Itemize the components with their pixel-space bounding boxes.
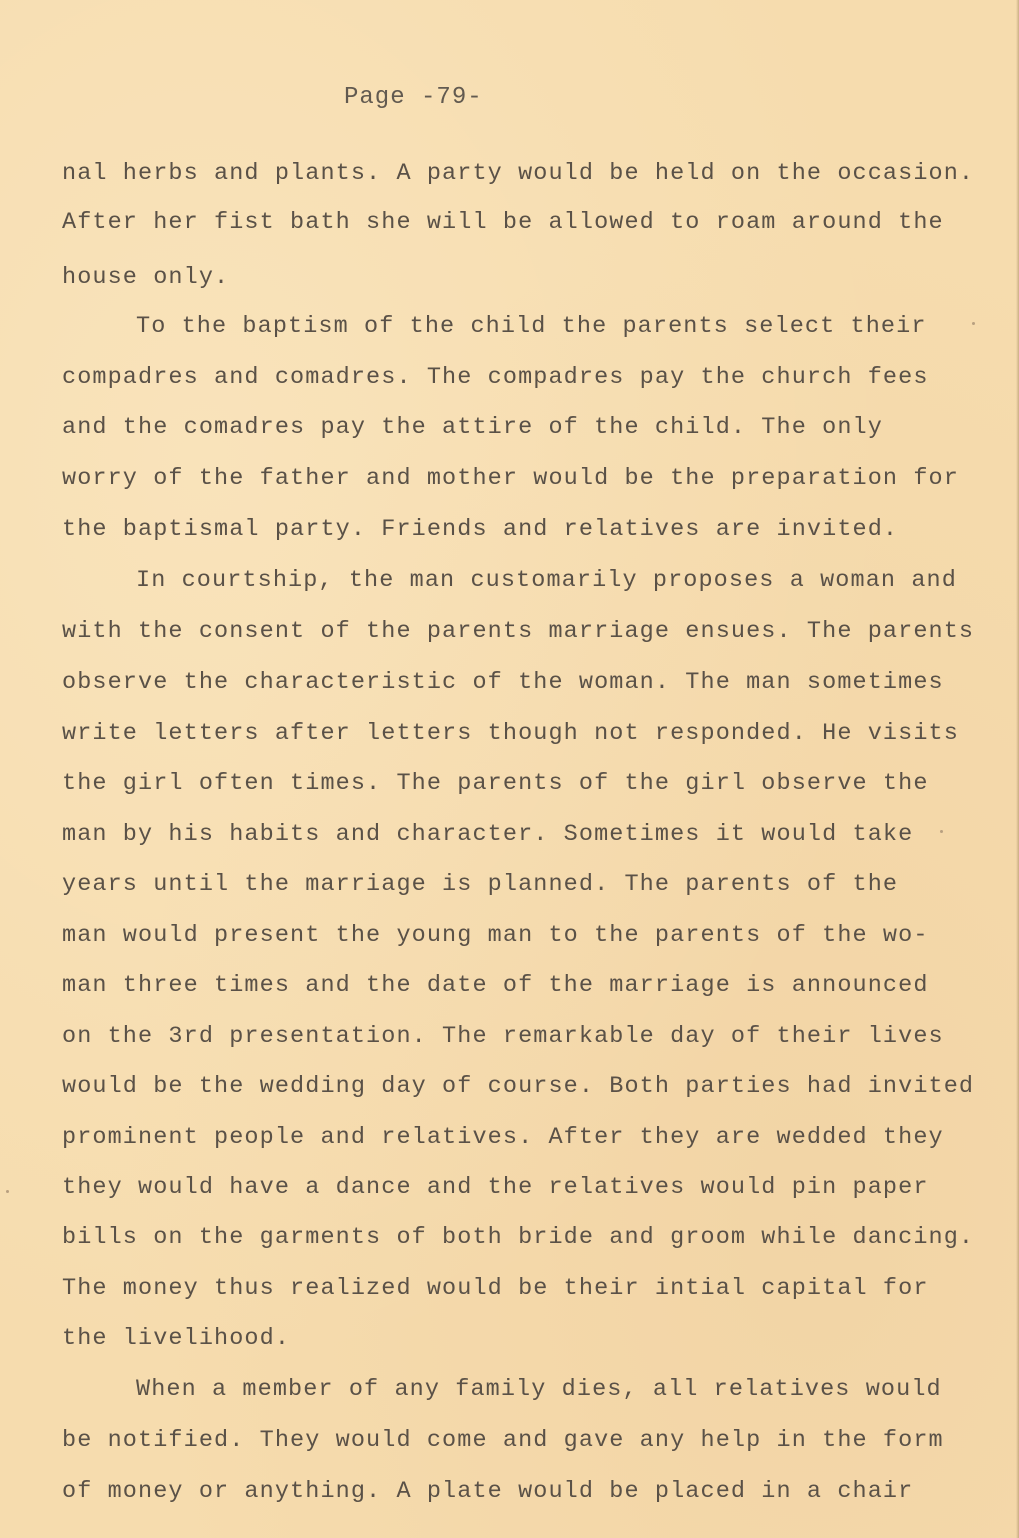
text-line-6: and the comadres pay the attire of the child. The only bbox=[62, 414, 883, 441]
margin-speck bbox=[6, 1190, 9, 1193]
text-line-24: the livelihood. bbox=[62, 1325, 291, 1352]
margin-speck bbox=[972, 322, 975, 325]
text-line-17: man three times and the date of the marriage is announced bbox=[62, 972, 929, 999]
text-line-19: would be the wedding day of course. Both parties had invited bbox=[62, 1073, 975, 1100]
text-line-8: the baptismal party. Friends and relatives are invited. bbox=[62, 516, 899, 543]
text-line-13: the girl often times. The parents of the girl observe the bbox=[62, 770, 929, 797]
text-line-3: house only. bbox=[62, 264, 230, 291]
text-line-11: observe the characteristic of the woman. The man sometimes bbox=[62, 669, 944, 696]
text-line-23: The money thus realized would be their intial capital for bbox=[62, 1275, 929, 1302]
text-line-15: years until the marriage is planned. The parents of the bbox=[62, 871, 899, 898]
margin-speck bbox=[940, 830, 943, 833]
text-line-18: on the 3rd presentation. The remarkable day of their lives bbox=[62, 1023, 944, 1050]
text-line-1: nal herbs and plants. A party would be held on the occasion. bbox=[62, 160, 975, 187]
text-line-21: they would have a dance and the relatives would pin paper bbox=[62, 1174, 929, 1201]
text-line-25: When a member of any family dies, all relatives would bbox=[136, 1376, 942, 1403]
text-line-26: be notified. They would come and gave any help in the form bbox=[62, 1427, 944, 1454]
text-line-9: In courtship, the man customarily proposes a woman and bbox=[136, 567, 957, 594]
text-line-10: with the consent of the parents marriage ensues. The parents bbox=[62, 618, 975, 645]
text-line-27: of money or anything. A plate would be placed in a chair bbox=[62, 1478, 914, 1505]
text-line-20: prominent people and relatives. After they are wedded they bbox=[62, 1124, 944, 1151]
text-line-4: To the baptism of the child the parents select their bbox=[136, 313, 927, 340]
text-line-12: write letters after letters though not responded. He visits bbox=[62, 720, 959, 747]
page-number-header: Page -79- bbox=[344, 84, 483, 111]
text-line-14: man by his habits and character. Sometimes it would take bbox=[62, 821, 914, 848]
text-line-5: compadres and comadres. The compadres pay the church fees bbox=[62, 364, 929, 391]
text-line-2: After her fist bath she will be allowed to roam around the bbox=[62, 209, 944, 236]
text-line-22: bills on the garments of both bride and groom while dancing. bbox=[62, 1224, 975, 1251]
text-line-16: man would present the young man to the parents of the wo- bbox=[62, 922, 929, 949]
text-line-7: worry of the father and mother would be the preparation for bbox=[62, 465, 959, 492]
